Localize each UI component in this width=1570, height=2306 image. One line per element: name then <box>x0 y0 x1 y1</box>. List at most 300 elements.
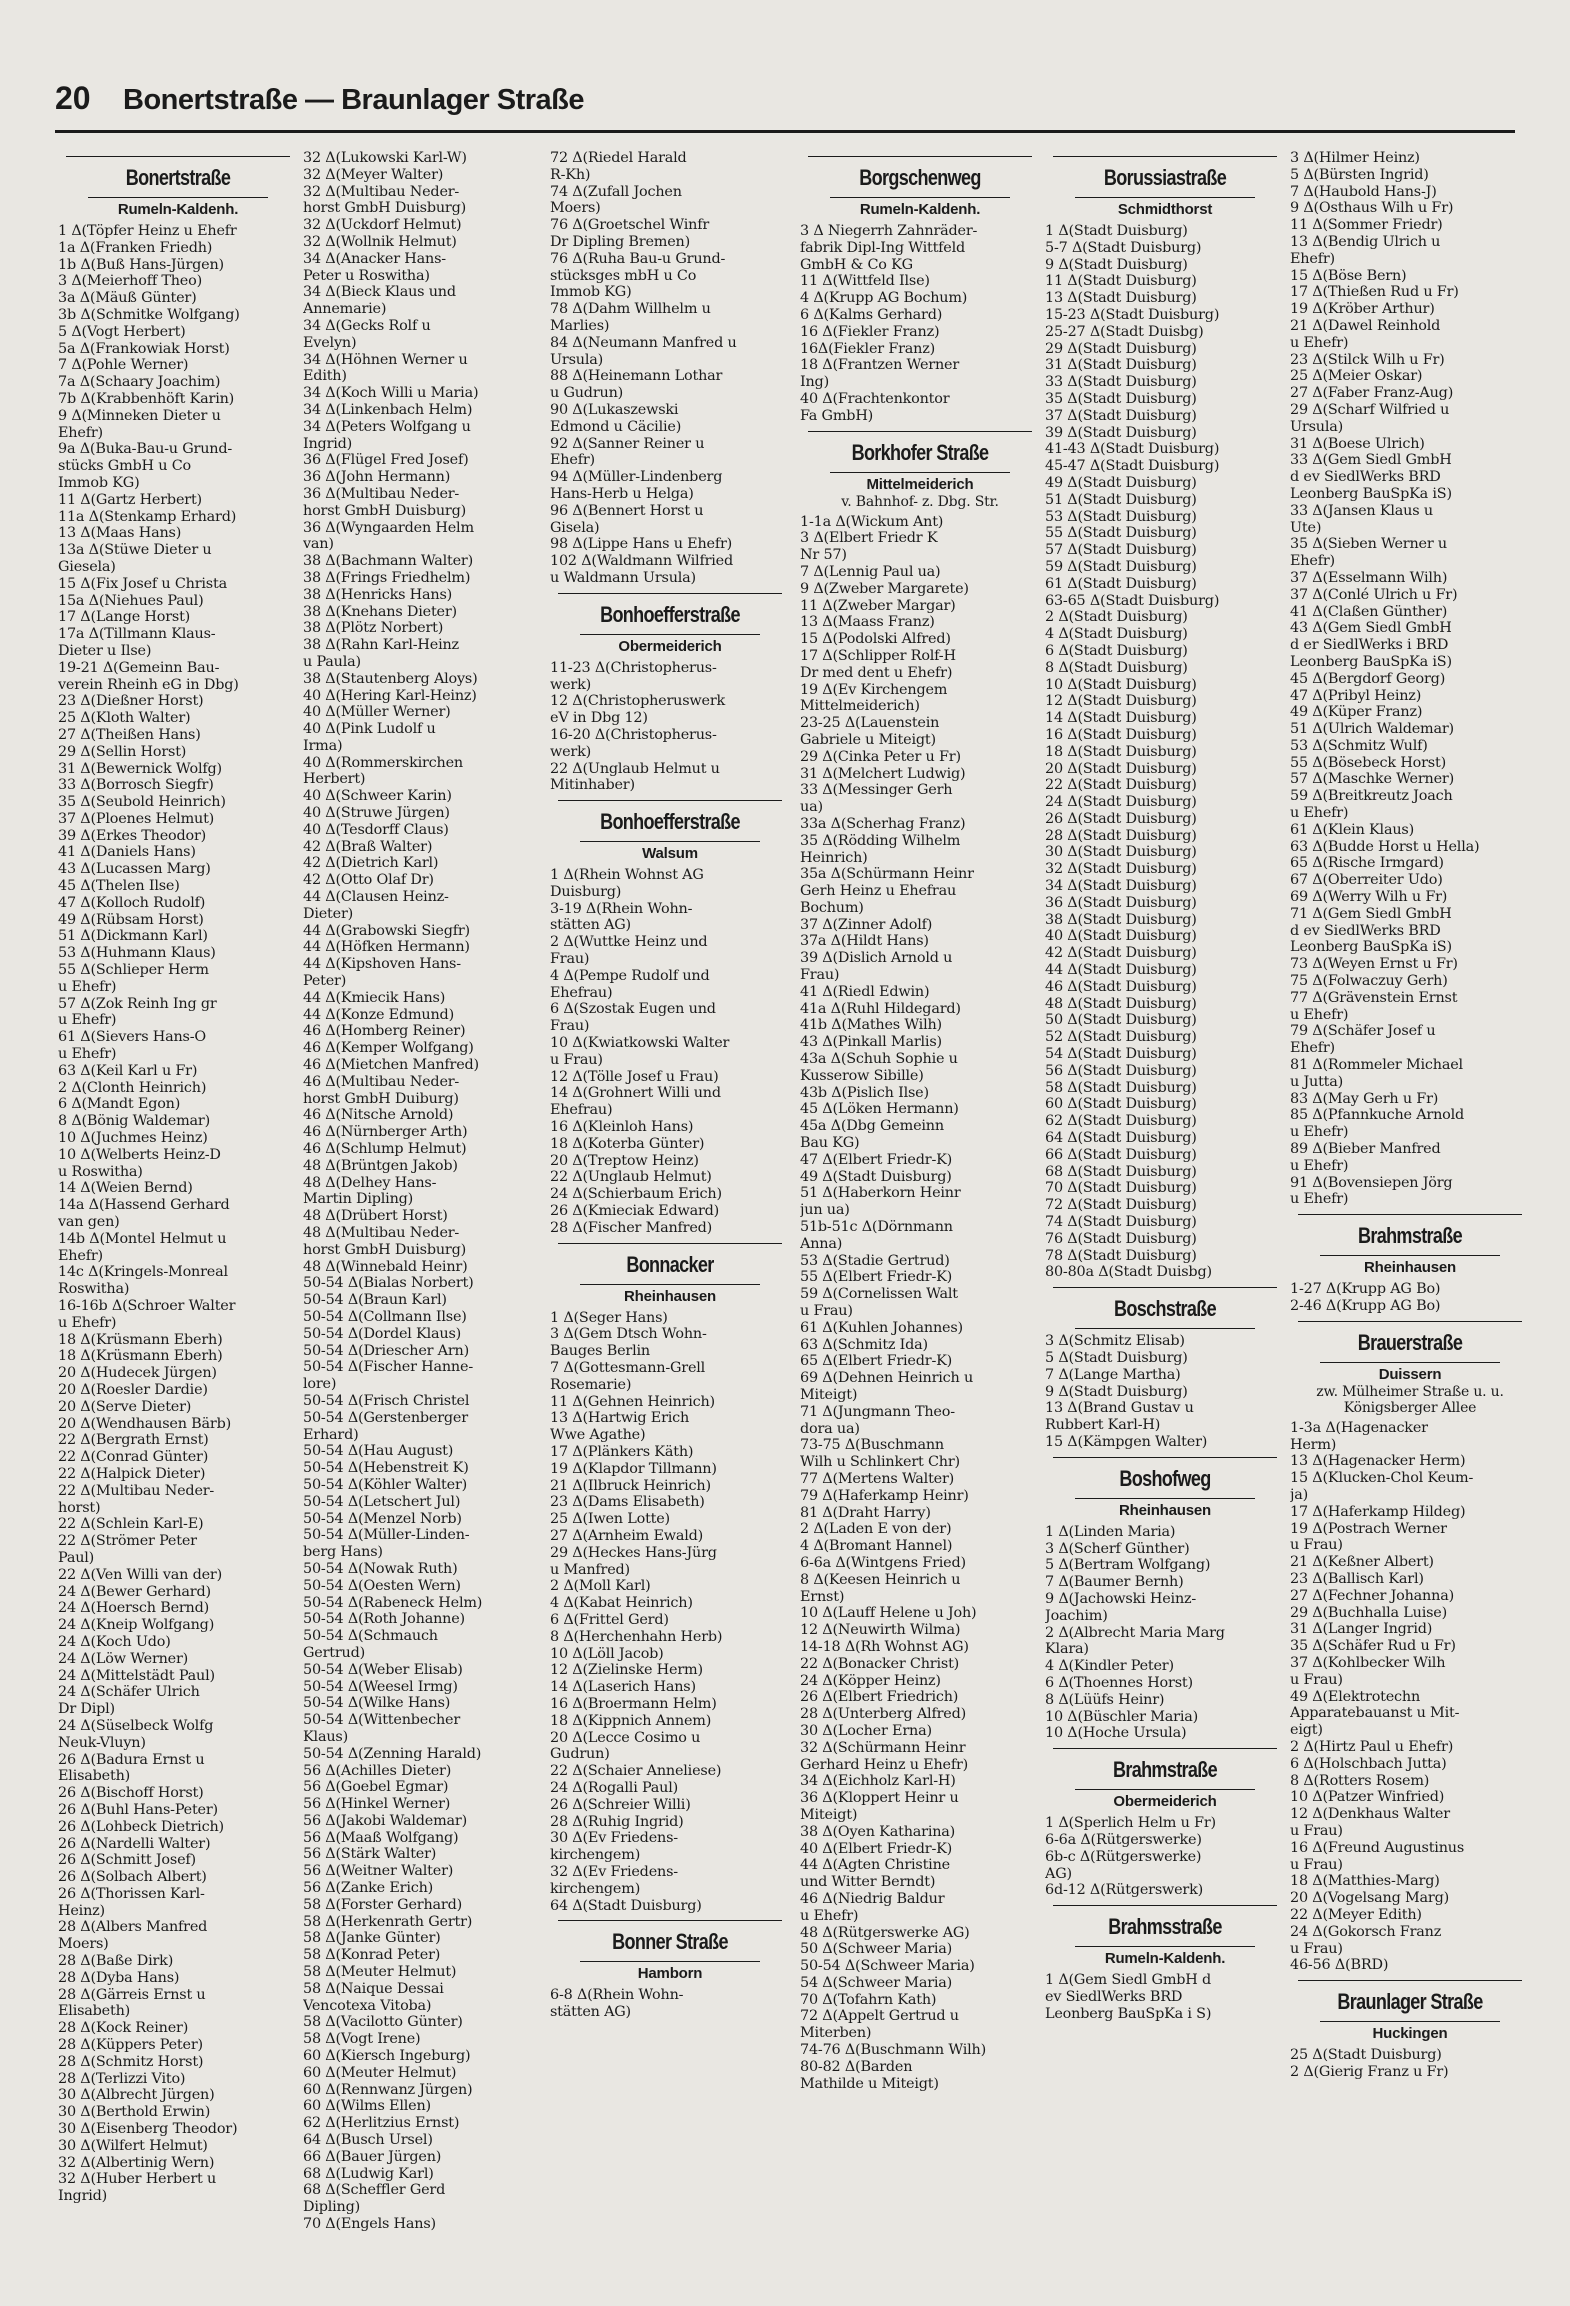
address-entry: 46-56 Δ(BRD) <box>1290 1957 1389 1974</box>
address-entry: 50 Δ(Schweer Maria) <box>800 1941 953 1958</box>
address-entry: Annemarie) <box>303 301 387 318</box>
divider <box>808 431 1032 432</box>
address-entry: 44 Δ(Kipshoven Hans- <box>303 956 461 973</box>
district-name: Rheinhausen <box>1119 1501 1211 1519</box>
address-entry: 50-54 Δ(Müller-Linden- <box>303 1527 470 1544</box>
divider <box>1320 2021 1500 2022</box>
address-entry: 9 Δ(Zweber Margarete) <box>800 580 969 597</box>
address-entry: 50-54 Δ(Weber Elisab) <box>303 1661 463 1678</box>
address-entry: 50-54 Δ(Fischer Hanne- <box>303 1359 473 1376</box>
address-entry: 85 Δ(Pfannkuche Arnold <box>1290 1107 1465 1124</box>
district-name: Walsum <box>642 845 698 863</box>
address-entry: 30 Δ(Locher Erna) <box>800 1722 932 1739</box>
address-entry: 38 Δ(Henricks Hans) <box>303 586 453 603</box>
address-entry: d er SiedlWerks i BRD <box>1290 637 1449 654</box>
address-entry: 16 Δ(Freund Augustinus <box>1290 1839 1465 1856</box>
address-entry: 43 Δ(Gem Siedl GmbH <box>1290 620 1452 637</box>
divider <box>88 197 268 198</box>
address-entry: 20 Δ(Serve Dieter) <box>58 1398 192 1415</box>
address-entry: 30 Δ(Eisenberg Theodor) <box>58 2121 238 2138</box>
address-entry: 34 Δ(Anacker Hans- <box>303 250 446 267</box>
address-entry: 28 Δ(Kock Reiner) <box>58 2020 189 2037</box>
address-entry: Ehefrau) <box>550 984 613 1001</box>
address-entry: 30 Δ(Ev Friedens- <box>550 1830 678 1847</box>
address-entry: d ev SiedlWerks BRD <box>1290 469 1441 486</box>
divider <box>808 156 1032 157</box>
address-entry: 50-54 Δ(Oesten Wern) <box>303 1577 461 1594</box>
address-entry: u Ehefr) <box>58 1314 117 1331</box>
address-entry: 30 Δ(Berthold Erwin) <box>58 2104 211 2121</box>
address-entry: Gerhard Heinz u Ehefr) <box>800 1756 969 1773</box>
street-heading <box>550 1243 790 1306</box>
address-entry: 4 Δ(Krupp AG Bochum) <box>800 290 968 307</box>
address-entry: stätten AG) <box>550 917 631 934</box>
column-6 <box>1290 150 1530 2290</box>
address-entry: 41a Δ(Ruhl Hildegard) <box>800 1000 961 1017</box>
column-2 <box>303 150 543 2290</box>
address-entry: 30 Δ(Albrecht Jürgen) <box>58 2087 215 2104</box>
address-entry: 44 Δ(Stadt Duisburg) <box>1045 962 1197 979</box>
address-entry: 50-54 Δ(Roth Johanne) <box>303 1611 465 1628</box>
address-entry: u Paula) <box>303 653 361 670</box>
address-entry: 68 Δ(Ludwig Karl) <box>303 2165 434 2182</box>
address-entry: 54 Δ(Stadt Duisburg) <box>1045 1046 1197 1063</box>
address-entry: Herbert) <box>303 771 366 788</box>
address-entry: 16-20 Δ(Christopherus- <box>550 726 717 743</box>
address-entry: 37 Δ(Conlé Ulrich u Fr) <box>1290 586 1458 603</box>
address-entry: 40 Δ(Frachtenkontor <box>800 390 950 407</box>
address-entry: 25-27 Δ(Stadt Duisbg) <box>1045 323 1204 340</box>
address-entry: u Gudrun) <box>550 385 624 402</box>
address-entry: 26 Δ(Lohbeck Dietrich) <box>58 1818 224 1835</box>
address-entry: 76 Δ(Ruha Bau-u Grund- <box>550 250 726 267</box>
address-entry: 45 Δ(Bergdorf Georg) <box>1290 670 1446 687</box>
address-entry: berg Hans) <box>303 1544 383 1561</box>
address-entry: Ehefr) <box>58 424 103 441</box>
address-entry: 22 Δ(Schaier Anneliese) <box>550 1763 722 1780</box>
address-entry: 36 Δ(Flügel Fred Josef) <box>303 452 469 469</box>
street-name: Brahmsstraße <box>1108 1914 1222 1940</box>
divider <box>1298 1321 1522 1322</box>
address-entry: 58 Δ(Konrad Peter) <box>303 1947 441 1964</box>
address-entry: 44 Δ(Konze Edmund) <box>303 1006 454 1023</box>
address-entry: 64 Δ(Stadt Duisburg) <box>550 1897 702 1914</box>
address-entry: 18 Δ(Krüsmann Eberh) <box>58 1331 223 1348</box>
address-entry: Paul) <box>58 1549 95 1566</box>
address-entry: 30 Δ(Stadt Duisburg) <box>1045 844 1197 861</box>
address-entry: 19 Δ(Kröber Arthur) <box>1290 301 1435 318</box>
address-entry: 16-16b Δ(Schroer Walter <box>58 1298 236 1314</box>
street-heading <box>1290 1321 1530 1416</box>
address-entry: 5a Δ(Frankowiak Horst) <box>58 340 230 357</box>
address-entry: 11-23 Δ(Christopherus- <box>550 659 717 676</box>
street-heading <box>550 593 790 656</box>
address-entry: 14b Δ(Montel Helmut u <box>58 1230 227 1247</box>
address-entry: 36 Δ(Kloppert Heinr u <box>800 1790 959 1807</box>
address-entry: 3 Δ(Schmitz Elisab) <box>1045 1333 1185 1350</box>
address-entry: 17 Δ(Schlipper Rolf-H <box>800 647 956 664</box>
divider <box>66 156 290 157</box>
address-entry: stätten AG) <box>550 2004 631 2021</box>
address-entry: 55 Δ(Schlieper Herm <box>58 962 209 979</box>
address-entry: 10 Δ(Welberts Heinz-D <box>58 1146 221 1163</box>
address-entry: 65 Δ(Elbert Friedr-K) <box>800 1353 953 1370</box>
address-entry: 16 Δ(Fiekler Franz) <box>800 323 940 340</box>
street-note: v. Bahnhof- z. Dbg. Str. <box>841 493 999 510</box>
divider <box>558 800 782 801</box>
address-entry: Fa GmbH) <box>800 407 874 424</box>
address-entry: 6 Δ(Szostak Eugen und <box>550 1001 716 1018</box>
address-entry: 2 Δ(Wuttke Heinz und <box>550 934 708 951</box>
address-entry: Gertrud) <box>303 1644 366 1661</box>
address-entry: Herm) <box>1290 1436 1337 1453</box>
address-entry: 5 Δ(Stadt Duisburg) <box>1045 1350 1188 1366</box>
address-entry: 22 Δ(Unglaub Helmut u <box>550 760 720 777</box>
address-entry: 40 Δ(Elbert Friedr-K) <box>800 1840 953 1857</box>
address-entry: Gisela) <box>550 519 600 536</box>
address-entry: 31 Δ(Stadt Duisburg) <box>1045 357 1197 374</box>
address-entry: 55 Δ(Stadt Duisburg) <box>1045 525 1197 542</box>
address-entry: Dr med dent u Ehefr) <box>800 664 953 681</box>
address-entry: 11 Δ(Sommer Friedr) <box>1290 217 1443 234</box>
address-entry: 30 Δ(Wilfert Helmut) <box>58 2137 208 2154</box>
divider <box>1075 1328 1255 1329</box>
address-entry: 13 Δ(Maass Franz) <box>800 614 935 631</box>
address-entry: Giesela) <box>58 558 116 575</box>
address-entry: 63 Δ(Budde Horst u Hella) <box>1290 838 1480 855</box>
address-entry: 19 Δ(Ev Kirchengem <box>800 681 948 698</box>
column-1 <box>58 150 298 2290</box>
address-entry: 6 Δ(Kalms Gerhard) <box>800 306 943 323</box>
address-entry: 29 Δ(Stadt Duisburg) <box>1045 340 1197 357</box>
address-entry: 12 Δ(Neuwirth Wilma) <box>800 1622 961 1639</box>
address-entry: 1 Δ(Sperlich Helm u Fr) <box>1045 1815 1216 1832</box>
address-entry: 50-54 Δ(Bialas Norbert) <box>303 1275 474 1292</box>
district-name: Rumeln-Kaldenh. <box>117 201 239 218</box>
address-entry: 11 Δ(Gartz Herbert) <box>58 491 202 508</box>
address-entry: 41b Δ(Mathes Wilh) <box>800 1017 942 1034</box>
address-entry: 68 Δ(Stadt Duisburg) <box>1045 1163 1197 1180</box>
address-entry: 57 Δ(Zok Reinh Ing gr <box>58 995 217 1012</box>
page-number: 20 <box>55 80 91 116</box>
address-entry: 15 Δ(Podolski Alfred) <box>800 631 951 648</box>
address-entry: 56 Δ(Achilles Dieter) <box>303 1762 452 1779</box>
divider <box>1298 1214 1522 1215</box>
address-entry: 11 Δ(Gehnen Heinrich) <box>550 1393 715 1410</box>
street-heading <box>800 431 1040 510</box>
address-entry: 62 Δ(Stadt Duisburg) <box>1045 1113 1197 1130</box>
street-heading <box>1045 156 1285 219</box>
address-entry: 7 Δ(Pohle Werner) <box>58 357 189 374</box>
address-entry: 22 Δ(Bergrath Ernst) <box>58 1432 209 1449</box>
street-name: Borgschenweg <box>859 165 981 190</box>
address-entry: 35 Δ(Stadt Duisburg) <box>1045 390 1197 407</box>
address-entry: u Ehefr) <box>1290 1191 1349 1208</box>
address-entry: 18 Δ(Koterba Günter) <box>550 1135 705 1152</box>
address-entry: 7 Δ(Lennig Paul ua) <box>800 563 941 580</box>
address-entry: van) <box>303 536 334 553</box>
address-entry: 37 Δ(Stadt Duisburg) <box>1045 407 1197 424</box>
address-entry: 4 Δ(Kindler Peter) <box>1045 1658 1174 1675</box>
address-entry: Edith) <box>303 368 347 385</box>
address-entry: 73-75 Δ(Buschmann <box>800 1437 944 1454</box>
address-entry: eigt) <box>1290 1722 1323 1739</box>
address-entry: 31 Δ(Boese Ulrich) <box>1290 435 1425 452</box>
address-entry: 47 Δ(Elbert Friedr-K) <box>800 1151 953 1168</box>
address-entry: Kusserow Sibille) <box>800 1067 924 1084</box>
street-heading <box>1045 1457 1285 1520</box>
address-entry: 19-21 Δ(Gemeinn Bau- <box>58 659 220 676</box>
address-entry: 48 Δ(Winnebald Heinr) <box>303 1258 468 1275</box>
address-entry: 77 Δ(Mertens Walter) <box>800 1470 955 1487</box>
address-entry: 16 Δ(Broermann Helm) <box>550 1695 717 1712</box>
address-entry: 39 Δ(Dislich Arnold u <box>800 950 953 967</box>
address-entry: u Jutta) <box>1290 1073 1344 1090</box>
address-entry: 14 Δ(Grohnert Willi und <box>550 1085 721 1102</box>
address-entry: 24 Δ(Gokorsch Franz <box>1290 1923 1442 1940</box>
address-entry: 51 Δ(Dickmann Karl) <box>58 928 208 945</box>
address-entry: 24 Δ(Süselbeck Wolfg <box>58 1717 214 1734</box>
address-entry: 22 Δ(Stadt Duisburg) <box>1045 777 1197 794</box>
address-entry: 69 Δ(Werry Wilh u Fr) <box>1290 889 1448 906</box>
address-entry: 60 Δ(Kiersch Ingeburg) <box>303 2048 471 2065</box>
address-entry: 35 Δ(Sieben Werner u <box>1290 536 1447 553</box>
address-entry: 48 Δ(Drübert Horst) <box>303 1208 448 1225</box>
address-entry: 48 Δ(Multibau Neder- <box>303 1225 460 1241</box>
address-entry: 43 Δ(Pinkall Marlis) <box>800 1034 942 1051</box>
address-entry: 1 Δ(Töpfer Heinz u Ehefr <box>58 223 237 239</box>
address-entry: 1 Δ(Seger Hans) <box>550 1309 668 1326</box>
address-entry: 28 Δ(Albers Manfred <box>58 1919 208 1936</box>
street-name: Borussiastraße <box>1103 165 1227 190</box>
address-entry: verein Rheinh eG in Dbg) <box>58 676 239 693</box>
address-entry: 2 Δ(Moll Karl) <box>550 1578 651 1595</box>
address-entry: 63 Δ(Keil Karl u Fr) <box>58 1062 198 1079</box>
address-entry: 50-54 Δ(Wittenbecher <box>303 1712 461 1729</box>
address-entry: 38 Δ(Plötz Norbert) <box>303 620 444 637</box>
address-entry: 67 Δ(Oberreiter Udo) <box>1290 872 1443 889</box>
address-entry: 50-54 Δ(Rabeneck Helm) <box>303 1594 483 1611</box>
address-entry: 38 Δ(Frings Friedhelm) <box>303 569 471 586</box>
address-entry: 83 Δ(May Gerh u Fr) <box>1290 1090 1439 1107</box>
address-entry: stücks GmbH u Co <box>58 458 191 475</box>
address-entry: 56 Δ(Jakobi Waldemar) <box>303 1812 467 1829</box>
address-entry: Dr Dipl) <box>58 1701 115 1718</box>
address-entry: Ingrid) <box>303 435 353 452</box>
address-entry: 8 Δ(Keesen Heinrich u <box>800 1571 961 1588</box>
address-entry: 13 Δ(Brand Gustav u <box>1045 1400 1194 1417</box>
address-entry: GmbH & Co KG <box>800 256 913 273</box>
district-name: Duissern <box>1378 1365 1442 1383</box>
address-entry: 9 Δ(Osthaus Wilh u Fr) <box>1290 200 1454 217</box>
address-entry: 35a Δ(Schürmann Heinr <box>800 866 974 883</box>
address-entry: 14a Δ(Hassend Gerhard <box>58 1197 230 1214</box>
address-entry: 37 Δ(Ploenes Helmut) <box>58 810 215 827</box>
address-entry: 15 Δ(Klucken-Chol Keum- <box>1290 1470 1474 1487</box>
address-entry: ua) <box>800 799 823 816</box>
address-entry: 59 Δ(Stadt Duisburg) <box>1045 558 1197 575</box>
address-entry: 81 Δ(Draht Harry) <box>800 1504 931 1521</box>
address-entry: 38 Δ(Oyen Katharina) <box>800 1823 956 1840</box>
address-entry: 3-19 Δ(Rhein Wohn- <box>550 900 693 917</box>
address-entry: 32 Δ(Albertinig Wern) <box>58 2154 215 2171</box>
address-entry: AG) <box>1045 1865 1072 1882</box>
address-entry: 50-54 Δ(Frisch Christel <box>303 1392 470 1409</box>
address-entry: Ute) <box>1290 519 1322 536</box>
address-entry: 31 Δ(Melchert Ludwig) <box>800 765 966 782</box>
address-entry: Rosemarie) <box>550 1376 632 1393</box>
address-entry: 18 Δ(Matthies-Marg) <box>1290 1873 1440 1890</box>
address-entry: 5 Δ(Bertram Wolfgang) <box>1045 1557 1211 1574</box>
address-entry: 24 Δ(Bewer Gerhard) <box>58 1583 211 1600</box>
divider <box>558 593 782 594</box>
address-entry: 74 Δ(Zufall Jochen <box>550 183 682 200</box>
address-entry: 7 Δ(Baumer Bernh) <box>1045 1574 1184 1591</box>
address-entry: 1 Δ(Linden Maria) <box>1045 1523 1176 1540</box>
address-entry: 46 Δ(Niedrig Baldur <box>800 1890 945 1907</box>
address-entry: 16 Δ(Stadt Duisburg) <box>1045 726 1197 743</box>
address-entry: Mittelmeiderich) <box>800 698 920 715</box>
address-entry: 5 Δ(Bürsten Ingrid) <box>1290 166 1429 183</box>
address-entry: 40 Δ(Struwe Jürgen) <box>303 805 450 822</box>
address-entry: 10 Δ(Lauff Helene u Joh) <box>800 1605 977 1622</box>
address-entry: 10 Δ(Stadt Duisburg) <box>1045 676 1197 693</box>
address-entry: 42 Δ(Stadt Duisburg) <box>1045 945 1197 962</box>
address-entry: 32 Δ(Multibau Neder- <box>303 183 460 200</box>
address-entry: 50-54 Δ(Dordel Klaus) <box>303 1325 462 1342</box>
address-entry: 7 Δ(Lange Martha) <box>1045 1366 1181 1383</box>
address-entry: 24 Δ(Mittelstädt Paul) <box>58 1667 215 1684</box>
address-entry: 18 Δ(Frantzen Werner <box>800 357 960 374</box>
address-entry: 19 Δ(Klapdor Tillmann) <box>550 1460 717 1477</box>
address-entry: 50 Δ(Stadt Duisburg) <box>1045 1012 1197 1029</box>
street-name: Brauerstraße <box>1357 1329 1463 1355</box>
address-entry: 61 Δ(Kuhlen Johannes) <box>800 1319 963 1336</box>
address-entry: 34 Δ(Peters Wolfgang u <box>303 418 471 435</box>
address-entry: u Ehefr) <box>1290 1124 1349 1141</box>
address-entry: 25 Δ(Kloth Walter) <box>58 710 191 727</box>
address-entry: 7a Δ(Schaary Joachim) <box>58 374 221 391</box>
street-name: Bonner Straße <box>612 1929 728 1955</box>
address-entry: 26 Δ(Stadt Duisburg) <box>1045 810 1197 827</box>
address-entry: 13 Δ(Hagenacker Herm) <box>1290 1453 1466 1470</box>
address-entry: 81 Δ(Rommeler Michael <box>1290 1057 1463 1074</box>
address-entry: 12 Δ(Zielinske Herm) <box>550 1662 703 1679</box>
address-entry: 29 Δ(Scharf Wilfried u <box>1290 401 1450 418</box>
address-entry: Gudrun) <box>550 1746 610 1763</box>
address-entry: 10 Δ(Büschler Maria) <box>1045 1708 1199 1725</box>
address-entry: Mitinhaber) <box>550 777 635 794</box>
address-entry: 58 Δ(Meuter Helmut) <box>303 1964 457 1981</box>
address-entry: 79 Δ(Haferkamp Heinr) <box>800 1487 969 1504</box>
address-entry: 10 Δ(Löll Jacob) <box>550 1645 664 1662</box>
address-entry: 43b Δ(Pislich Ilse) <box>800 1084 929 1101</box>
address-entry: 31 Δ(Langer Ingrid) <box>1290 1621 1433 1638</box>
address-entry: kirchengem) <box>550 1847 641 1864</box>
address-entry: 55 Δ(Bösebeck Horst) <box>1290 754 1446 771</box>
address-entry: 14 Δ(Laserich Hans) <box>550 1679 696 1696</box>
address-entry: 44 Δ(Clausen Heinz- <box>303 889 449 906</box>
address-entry: 21 Δ(Keßner Albert) <box>1290 1554 1434 1571</box>
address-entry: 3 Δ(Meierhoff Theo) <box>58 273 203 290</box>
address-entry: 63 Δ(Schmitz Ida) <box>800 1336 928 1353</box>
address-entry: Dieter u Ilse) <box>58 642 152 659</box>
address-entry: u Ehefr) <box>58 978 117 995</box>
divider <box>1075 1946 1255 1947</box>
column-3 <box>550 150 790 2290</box>
address-entry: 23 Δ(Dießner Horst) <box>58 693 204 710</box>
address-entry: 2-46 Δ(Krupp AG Bo) <box>1290 1298 1441 1314</box>
address-entry: 78 Δ(Stadt Duisburg) <box>1045 1247 1197 1264</box>
address-entry: Dieter) <box>303 905 354 922</box>
address-entry: 57 Δ(Maschke Werner) <box>1290 771 1455 788</box>
address-entry: 69 Δ(Dehnen Heinrich u <box>800 1370 974 1387</box>
address-entry: 13a Δ(Stüwe Dieter u <box>58 542 212 559</box>
address-entry: 60 Δ(Stadt Duisburg) <box>1045 1096 1197 1113</box>
address-entry: 32 Δ(Schürmann Heinr <box>800 1739 966 1756</box>
address-entry: eV in Dbg 12) <box>550 710 648 727</box>
address-entry: horst GmbH Duiburg) <box>303 1090 459 1107</box>
address-entry: 3a Δ(Mäuß Günter) <box>58 290 197 307</box>
address-entry: 20 Δ(Stadt Duisburg) <box>1045 760 1197 777</box>
address-entry: stücksges mbH u Co <box>550 267 697 284</box>
address-entry: Dipling) <box>303 2199 361 2216</box>
address-entry: 71 Δ(Gem Siedl GmbH <box>1290 905 1452 922</box>
address-entry: 23 Δ(Stilck Wilh u Fr) <box>1290 351 1445 368</box>
address-entry: 9 Δ(Minneken Dieter u <box>58 407 221 424</box>
address-entry: Ehefrau) <box>550 1102 613 1119</box>
address-entry: 15a Δ(Niehues Paul) <box>58 592 204 609</box>
address-entry: Dr Dipling Bremen) <box>550 233 691 250</box>
address-entry: 49 Δ(Rübsam Horst) <box>58 911 204 928</box>
address-entry: Rubbert Karl-H) <box>1045 1417 1161 1434</box>
address-entry: 24 Δ(Rogalli Paul) <box>550 1779 679 1796</box>
address-entry: jun ua) <box>800 1202 850 1219</box>
street-name: Bonertstraße <box>125 165 231 190</box>
address-entry: Peter u Roswitha) <box>303 267 430 284</box>
address-entry: 45 Δ(Thelen Ilse) <box>58 878 180 895</box>
address-entry: u Frau) <box>1290 1671 1343 1688</box>
divider <box>580 1961 760 1962</box>
address-entry: 37 Δ(Esselmann Wilh) <box>1290 569 1448 586</box>
address-entry: 38 Δ(Bachmann Walter) <box>303 553 474 570</box>
address-entry: 16 Δ(Kleinloh Hans) <box>550 1119 694 1136</box>
street-heading <box>1290 1214 1530 1277</box>
address-entry: van gen) <box>58 1214 120 1231</box>
address-entry: horst GmbH Duisburg) <box>303 1241 467 1258</box>
street-heading <box>1045 1287 1285 1329</box>
address-entry: 1a Δ(Franken Friedh) <box>58 239 213 256</box>
address-entry: 1b Δ(Buß Hans-Jürgen) <box>58 256 224 273</box>
address-entry: 45 Δ(Löken Hermann) <box>800 1101 959 1118</box>
address-entry: u Ehefr) <box>1290 1157 1349 1174</box>
address-entry: 11a Δ(Stenkamp Erhard) <box>58 508 237 525</box>
address-entry: 42 Δ(Otto Olaf Dr) <box>303 872 434 889</box>
address-entry: 24 Δ(Koch Udo) <box>58 1633 171 1650</box>
address-entry: 2 Δ(Hirtz Paul u Ehefr) <box>1290 1738 1454 1755</box>
address-entry: 29 Δ(Sellin Horst) <box>58 743 187 760</box>
address-entry: 34 Δ(Stadt Duisburg) <box>1045 878 1197 895</box>
address-entry: Leonberg BauSpKa iS) <box>1290 653 1452 670</box>
address-entry: dora ua) <box>800 1420 860 1437</box>
street-note: zw. Mülheimer Straße u. u. Königsberger Allee <box>1316 1383 1504 1416</box>
address-entry: Elisabeth) <box>58 1768 131 1785</box>
address-entry: 3 Δ(Elbert Friedr K <box>800 530 938 547</box>
address-entry: Irma) <box>303 737 343 754</box>
address-entry: 70 Δ(Stadt Duisburg) <box>1045 1180 1197 1197</box>
address-entry: 26 Δ(Schreier Willi) <box>550 1796 691 1813</box>
address-entry: 6-6a Δ(Wintgens Fried) <box>800 1554 966 1571</box>
